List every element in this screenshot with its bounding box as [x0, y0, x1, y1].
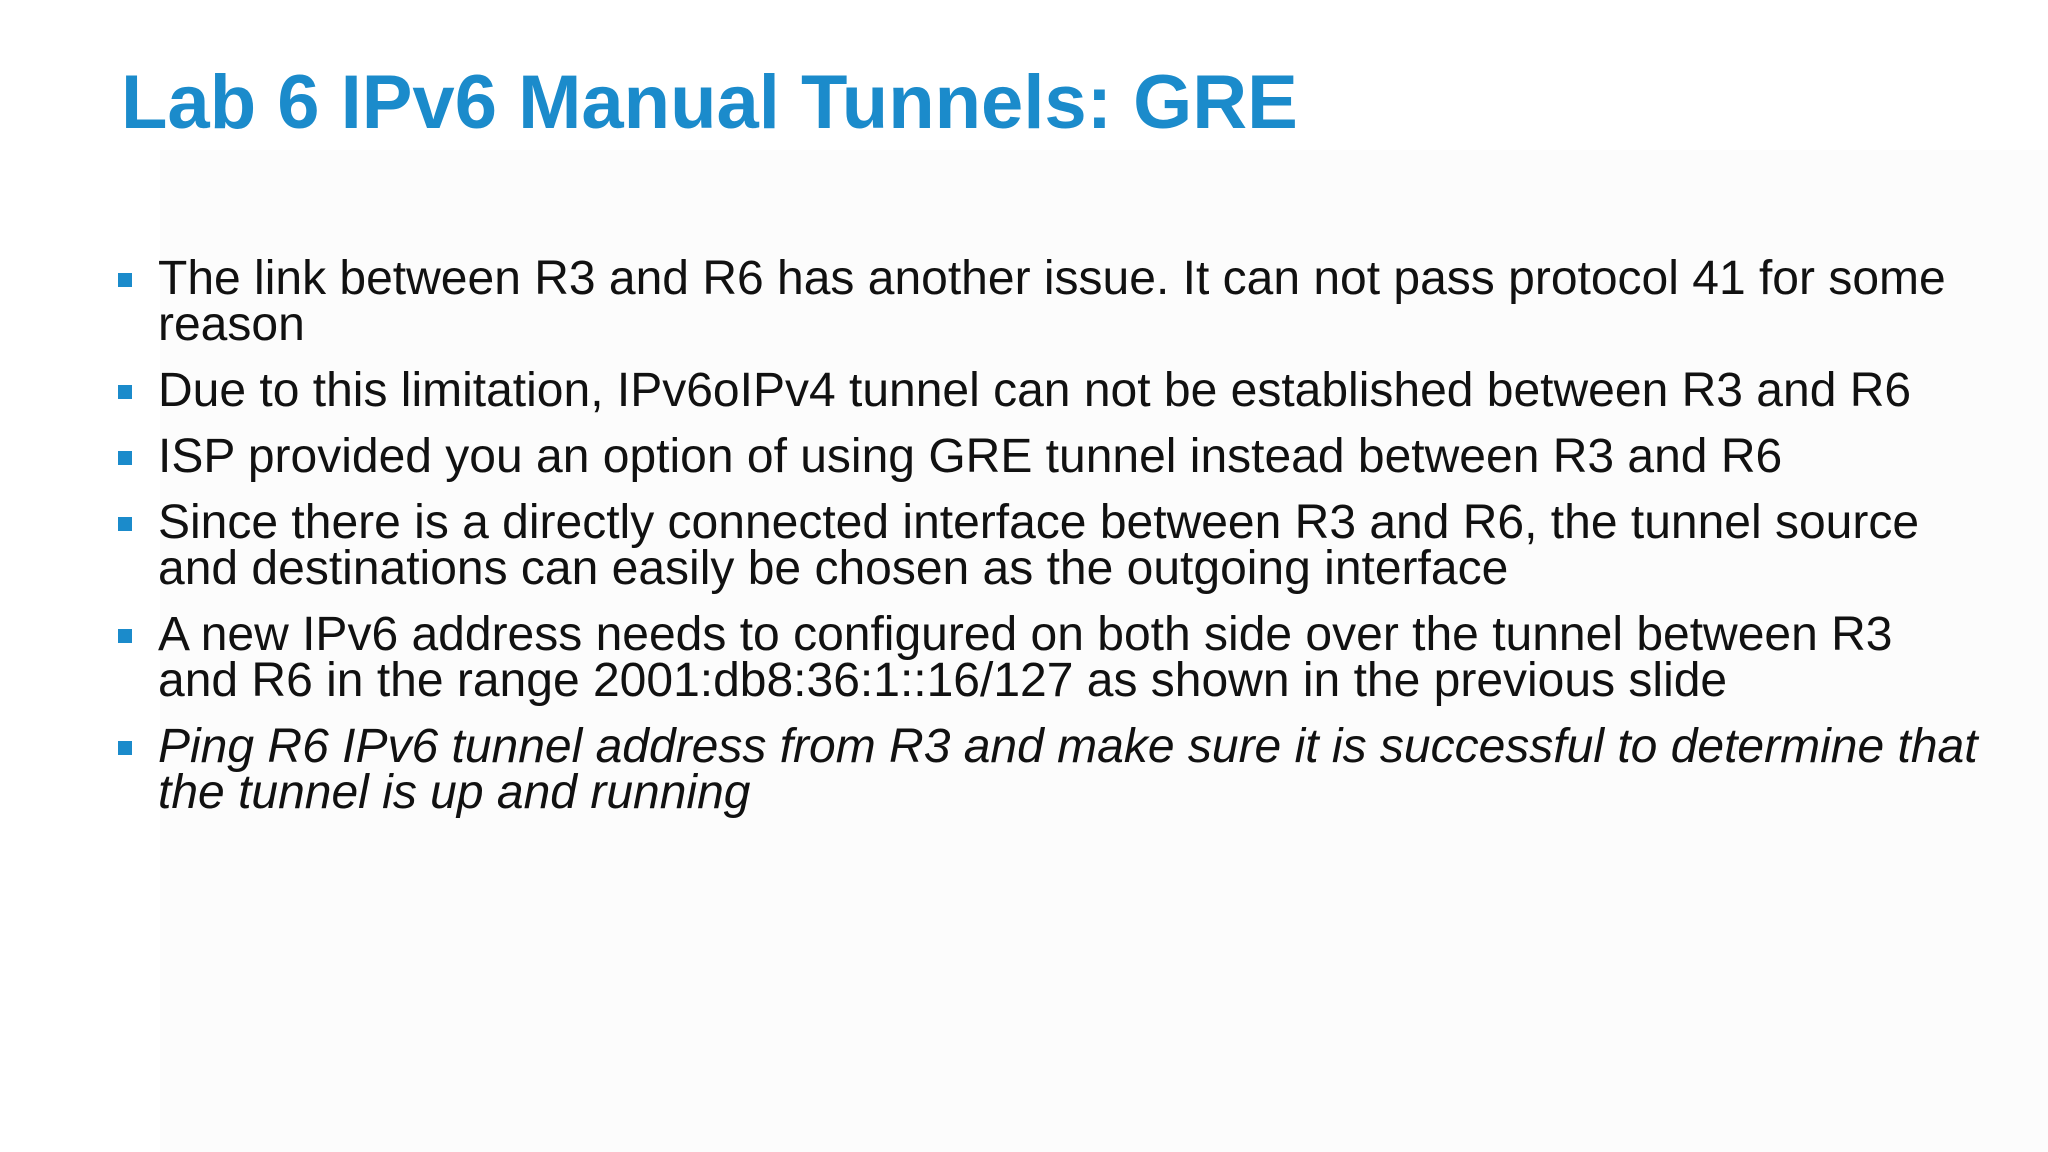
bullet-item-5	[118, 608, 1978, 707]
square-bullet-icon	[118, 451, 132, 465]
slide-title: Lab 6 IPv6 Manual Tunnels: GRE	[121, 60, 1298, 145]
bullet-item-2	[118, 364, 1978, 417]
bullet-item-6	[118, 720, 1978, 819]
square-bullet-icon	[118, 629, 132, 643]
bullet-text: The link between R3 and R6 has another issue. It can not pass protocol 41 for some reason	[158, 252, 1946, 351]
square-bullet-icon	[118, 517, 132, 531]
bullet-item-3	[118, 430, 1978, 483]
square-bullet-icon	[118, 741, 132, 755]
bullet-text: ISP provided you an option of using GRE tunnel instead between R3 and R6	[158, 430, 1783, 483]
bullet-text: Since there is a directly connected interface between R3 and R6, the tunnel source and destinations can easily be chosen as the outgoing interface	[158, 496, 1920, 595]
bullet-item-1	[118, 252, 1978, 351]
bullet-text: Due to this limitation, IPv6oIPv4 tunnel can not be established between R3 and R6	[158, 364, 1912, 417]
bullet-list	[118, 252, 1978, 836]
square-bullet-icon	[118, 273, 132, 287]
bullet-text: A new IPv6 address needs to configured on both side over the tunnel between R3 and R6 in the range 2001:db8:36:1::16/127 as shown in the previous slide	[158, 608, 1893, 707]
bullet-text: Ping R6 IPv6 tunnel address from R3 and make sure it is successful to determine that the tunnel is up and running	[158, 720, 1978, 819]
square-bullet-icon	[118, 385, 132, 399]
bullet-item-4	[118, 496, 1978, 595]
